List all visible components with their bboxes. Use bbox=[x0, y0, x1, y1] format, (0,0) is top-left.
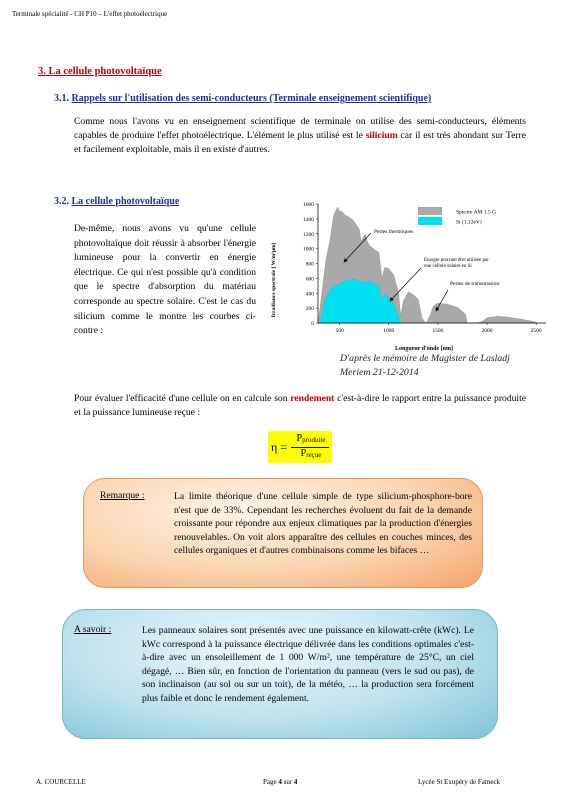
footer-page bbox=[263, 778, 297, 786]
x-tick-label: 2500 bbox=[530, 328, 542, 334]
chart-ylabel: Irradiance spectrale [ W/m²µm] bbox=[271, 242, 277, 318]
legend-spectrum: Spectre AM 1.5 G bbox=[456, 209, 497, 216]
remarque-text: La limite théorique d'une cellule simple de type silicium-phosphore-bore n'est que de 33%. Cependant les recherches évoluent du fait de la demande croissante pour répondre aux enjeux climatiques par la production d'énergies renouvelables. On voit alors apparaître des cellules en couches minces, des cellules organiques et d'autres combinaisons comme les bifaces … bbox=[174, 491, 472, 557]
footer-page-number: 4 bbox=[278, 778, 282, 786]
legend-silicon: Si (1,12eV) bbox=[456, 219, 482, 226]
semiconductor-text-end: car il est très abondant sur Terre et facilement exploitable, mais il en existe d'autres. bbox=[74, 130, 527, 156]
efficiency-formula bbox=[268, 431, 332, 463]
efficiency-text-end: c'est-à-dire le rapport entre la puissance produite et la puissance lumineuse reçue : bbox=[74, 393, 526, 419]
y-tick-label: 1600 bbox=[303, 202, 314, 208]
section-3-title: La cellule photovoltaïque bbox=[48, 66, 162, 77]
section-3-2-number: 3.2. bbox=[54, 196, 69, 207]
section-3-1-title: Rappels sur l'utilisation des semi-conducteurs (Terminale enseignement scientifique) bbox=[71, 93, 432, 104]
solar-spectrum-chart bbox=[266, 198, 556, 356]
footer-school: Lycée St Exupéry de Fameck bbox=[418, 778, 501, 786]
section-3-number: 3. bbox=[38, 66, 46, 77]
annotation-thermal: Pertes thermiques bbox=[374, 229, 414, 235]
chart-caption: D'après le mémoire de Magister de Lasladj Meriem 21-12-2014 bbox=[340, 353, 510, 378]
numerator-p: P bbox=[296, 433, 303, 444]
denominator-p: P bbox=[300, 448, 307, 459]
footer-page-sep: sur bbox=[281, 778, 294, 786]
y-tick-label: 1000 bbox=[303, 246, 314, 253]
semiconductor-paragraph bbox=[74, 115, 526, 158]
y-tick-label: 400 bbox=[305, 291, 314, 298]
y-tick-label: 1400 bbox=[303, 216, 314, 223]
y-tick-label: 800 bbox=[305, 261, 314, 268]
efficiency-text: Pour évaluer l'efficacité d'une cellule on en calcule son bbox=[74, 393, 291, 404]
x-tick-label: 500 bbox=[335, 328, 344, 334]
chart-xlabel: Longueur d'onde [nm] bbox=[395, 346, 453, 352]
section-3-1-number: 3.1. bbox=[54, 93, 69, 104]
y-tick-label: 0 bbox=[311, 321, 314, 327]
section-3-1-heading bbox=[54, 93, 431, 104]
asavoir-label: A savoir : bbox=[74, 624, 112, 635]
efficiency-paragraph bbox=[74, 392, 526, 420]
footer-page-total: 4 bbox=[293, 778, 298, 786]
chart-legend bbox=[418, 207, 496, 226]
semiconductor-text: Comme nous l'avons vu en enseignement scientifique de terminale on utilise des semi-conducteurs, éléments capables de produire l'effet photoélectrique. L'élément le plus utilisé est le bbox=[74, 116, 526, 142]
x-tick-label: 1000 bbox=[383, 328, 395, 334]
asavoir-text: Les panneaux solaires sont présentés avec une puissance en kilowatt-crête (kWc). Le kWc correspond à la puissance électrique délivrée dans les conditions optimales c'est-à-dire avec un ensoleillement de 1 000 W/m², une température de 25°C, un ciel dégagé, … Bien sûr, en fonction de l'orientation du panneau (vers le sud ou pas), de son inclinaison (au sol ou sur un toit), de la météo, … la production sera forcément plus faible et donc le rendement également. bbox=[142, 625, 474, 704]
x-tick-label: 1500 bbox=[432, 328, 444, 334]
fraction-numerator bbox=[290, 433, 332, 444]
y-tick-label: 200 bbox=[305, 306, 314, 313]
page-header: Terminale spécialité - CH P10 – L'effet photoélectrique bbox=[12, 10, 168, 18]
photovoltaic-paragraph: De-même, nous avons vu qu'une cellule photovoltaïque doit réussir à absorber l'énergie lumineuse pour la convertir en énergie électrique. Ce qui n'est possible qu'à condition que le spectre d'absorption du matériau corresponde au spectre solaire. C'est le cas du silicium comme le montre les courbes ci-contre : bbox=[74, 223, 256, 337]
rendement-highlight: rendement bbox=[290, 393, 335, 404]
numerator-sub: produite bbox=[302, 436, 326, 444]
silicium-highlight: silicium bbox=[365, 130, 398, 142]
footer-page-label: Page bbox=[263, 778, 279, 786]
denominator-sub: reçue bbox=[306, 451, 322, 459]
y-tick-label: 600 bbox=[305, 276, 314, 283]
x-tick-label: 2000 bbox=[481, 328, 493, 334]
fraction-denominator bbox=[290, 448, 332, 459]
y-tick-label: 1200 bbox=[303, 231, 314, 238]
annotation-transmission: Pertes de transmission bbox=[450, 281, 500, 287]
legend-swatch-silicon bbox=[418, 217, 442, 225]
legend-swatch-spectrum bbox=[418, 207, 442, 215]
section-3-2-heading bbox=[54, 196, 179, 207]
remarque-label: Remarque : bbox=[100, 490, 145, 501]
annotation-usable: Energie pouvant être utilisée par une cellule solaire en Si bbox=[424, 258, 489, 269]
footer-author: A. COURCELLE bbox=[36, 778, 86, 786]
eta-symbol: η = bbox=[271, 440, 288, 454]
section-3-heading bbox=[38, 66, 162, 77]
section-3-2-title: La cellule photovoltaïque bbox=[71, 196, 180, 207]
